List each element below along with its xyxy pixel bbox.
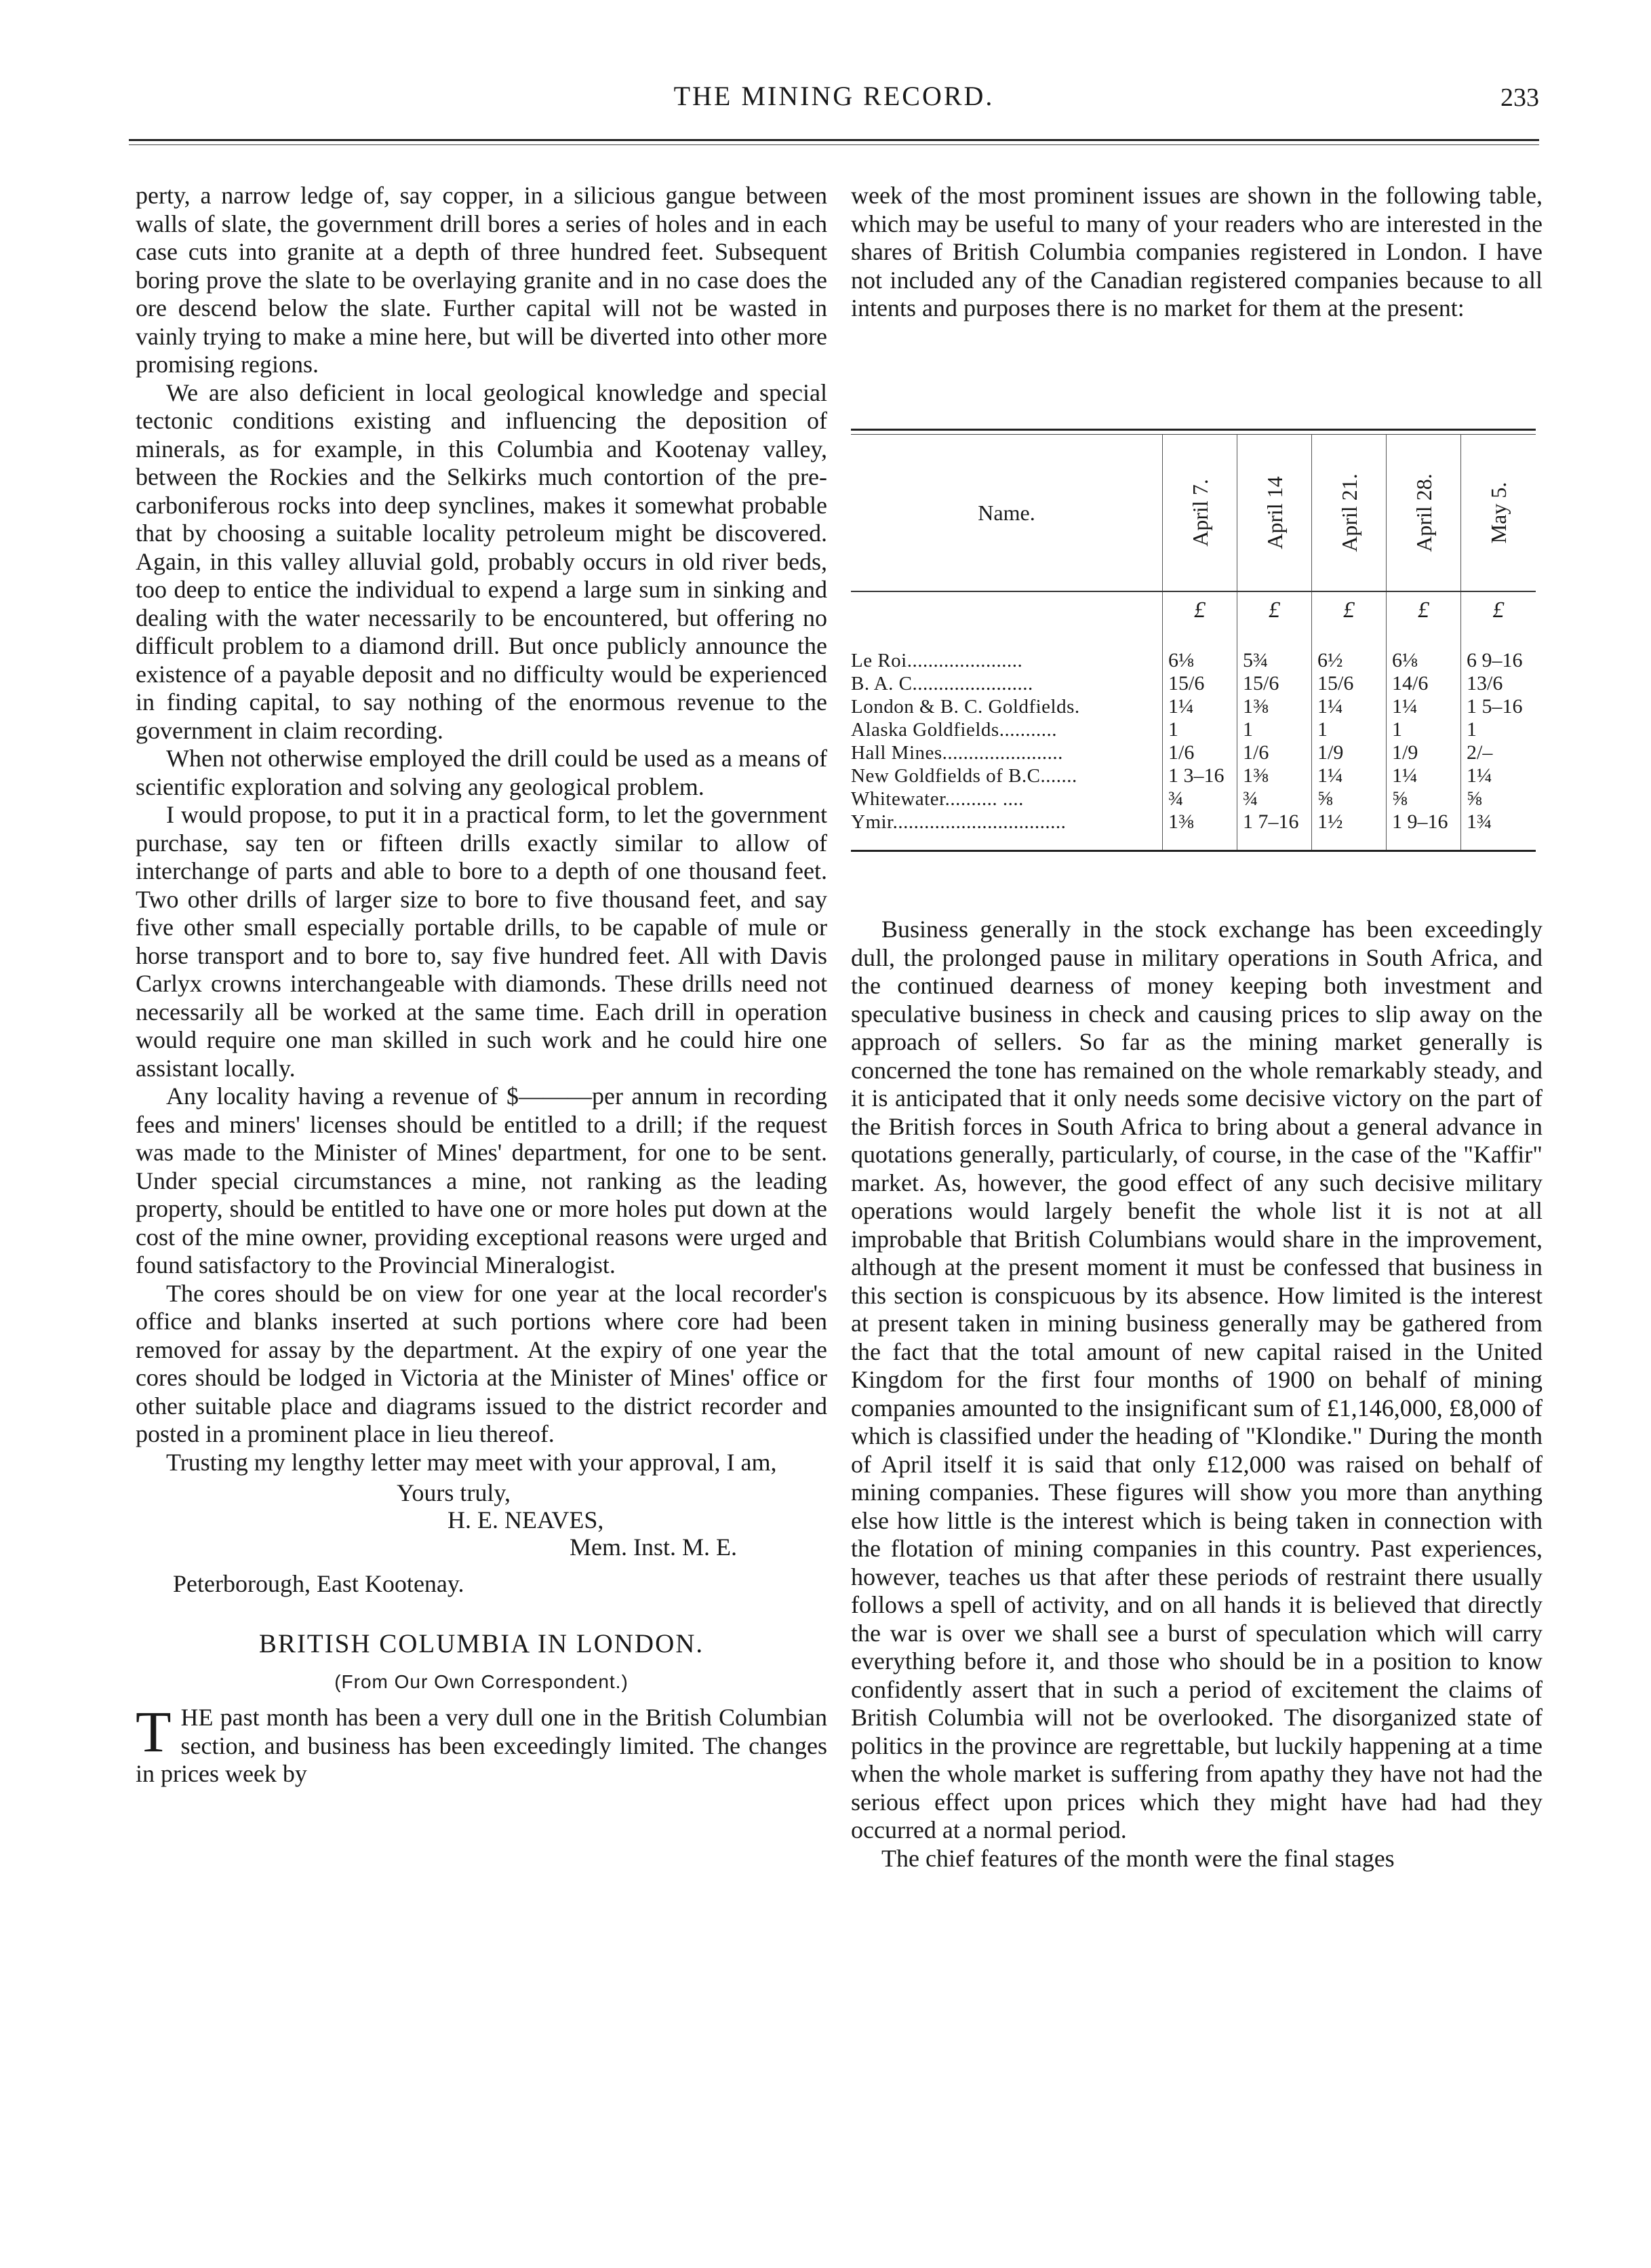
paragraph: The cores should be on view for one year at the local recorder's office and blanks inserted at such portions where core had been removed for assay by the department. At the expiry of one year the cores should be lodged in Victoria at the Minister of Mines' office or other suitable place and diagrams issued to the district recorder and posted in a prominent place in lieu thereof. (136, 1279, 827, 1447)
price-cell: 1 (1392, 718, 1402, 741)
paragraph: I would propose, to put it in a practical form, to let the government purchase, say ten or fifteen drills exactly similar to allow of interchange of parts and able to bore to a depth of one thousand feet. Two other drills of larger size to bore to five thousand feet, and say five other small especially portable drills, to be capable of mule or horse transport and to bore to, say five hundred feet. All with Davis Carlyx crowns interchangeable with diamonds. These drills need not necessarily all be worked at the same time. Each drill in operation would require one man skilled in such work and he could hire one assistant locally. (136, 801, 827, 1082)
price-cell: ⅝ (1317, 787, 1333, 810)
paragraph: When not otherwise employed the drill could be used as a means of scientific exploration and solving any geological problem. (136, 745, 827, 800)
letter-signature (136, 1479, 827, 1597)
pound-unit: £ (1492, 598, 1505, 623)
price-cell: 1/6 (1168, 741, 1195, 764)
table-bottom-rule (851, 850, 1536, 852)
paragraph: week of the most prominent issues are shown in the following table, which may be useful to many of your readers who are interested in the shares of British Columbia companies registered in London. I have not included any of the Canadian registered companies because to all intents and purposes there is no market for them at the present: (851, 182, 1543, 321)
price-cell: 1¾ (1467, 810, 1492, 833)
price-cell: 1 (1243, 718, 1253, 741)
section-intro-text: HE past month has been a very dull one in the British Columbian section, and business has been exceedingly limited. The changes in prices week by (136, 1704, 827, 1787)
pound-unit: £ (1418, 598, 1429, 623)
paragraph: perty, a narrow ledge of, say copper, in a silicious gangue between walls of slate, the government drill bores a series of holes and in each case cuts into granite at a depth of three hundred feet. Subsequent boring prove the slate to be overlaying granite and in no case does the ore descend below the slate. Further capital will not be wasted in vainly trying to make a mine here, but will be diverted into other more promising regions. (136, 182, 827, 378)
price-cell: 6⅛ (1168, 649, 1194, 671)
paragraph: Trusting my lengthy letter may meet with your approval, I am, (166, 1448, 777, 1476)
price-cell: 5¾ (1243, 649, 1269, 671)
company-name: Alaska Goldfields........... (851, 719, 1057, 741)
company-name: B. A. C....................... (851, 673, 1033, 695)
company-name: Le Roi...................... (851, 650, 1023, 671)
section-intro-paragraph (136, 1699, 827, 1788)
price-cell: ⅝ (1392, 787, 1408, 810)
right-column-intro (851, 182, 1543, 323)
table-header-date (1387, 435, 1461, 591)
price-cell: 1 7–16 (1243, 810, 1299, 833)
paragraph: The chief features of the month were the final stages (881, 1844, 1395, 1872)
signature-place: Peterborough, East Kootenay. (173, 1570, 464, 1597)
company-name: London & B. C. Goldfields. (851, 696, 1080, 718)
pound-unit: £ (1269, 598, 1280, 623)
pound-unit: £ (1343, 598, 1355, 623)
price-cell: ¾ (1243, 787, 1258, 810)
price-cell: 1 (1168, 718, 1178, 741)
company-name-column (851, 592, 1163, 850)
price-cell: 2/– (1467, 741, 1493, 764)
company-name: Ymir................................. (851, 811, 1067, 833)
price-cell: 6 9–16 (1467, 649, 1523, 671)
price-cell: 14/6 (1392, 672, 1429, 695)
table-top-rule (851, 429, 1536, 435)
header-rule (129, 139, 1539, 141)
company-name: New Goldfields of B.C....... (851, 765, 1077, 787)
page-number: 233 (1500, 83, 1539, 112)
share-price-table (851, 429, 1536, 852)
paragraph: Business generally in the stock exchange has been exceedingly dull, the prolonged pause in military operations in South Africa, and the continued dearness of money keeping both investment and speculative business in check and causing prices to slip away on the approach of sellers. So far as the mining market generally is concerned the tone has remained on the whole remarkably steady, and it is anticipated that it only needs some decisive victory on the part of the British forces in South Africa to bring about a general advance in quotations generally, particularly, of course, in the case of the "Kaffir" market. As, however, the good effect of any such decisive military operations would largely benefit the whole list it is not at all improbable that British Columbians would share in the improvement, although at the present moment it must be confessed that business in this section is conspicuous by its absence. How limited is the interest at present taken in mining business generally may be gathered from the fact that the total amount of new capital raised in the United Kingdom for the first four months of 1900 on behalf of mining companies amounted to the insignificant sum of £1,146,000, £8,000 of which is classified under the heading of "Klondike." During the month of April itself it is said that only £12,000 was raised on behalf of mining companies. These figures will show you more than anything else how little is the interest which is being taken in connection with the flotation of mining companies in this country. Past experiences, however, teaches us that after these periods of restraint there usually follows a spell of activity, and on all hands it is believed that directly the war is over we shall see a burst of speculation which will carry everything before it, and those who should be in a position to know confidently assert that in such a period of excitement the claims of British Columbia will not be overlooked. The disorganized state of politics in the province are regrettable, but luckily happening at a time when the whole market is suffering from apathy they have not had the serious effect upon prices which they might have had had they occurred at a normal period. (851, 916, 1543, 1843)
price-column-april-21 (1312, 592, 1387, 850)
price-cell: 1⅜ (1168, 810, 1194, 833)
price-cell: 1⅜ (1243, 764, 1269, 787)
price-cell: 1¼ (1168, 695, 1194, 718)
price-column-may-5 (1461, 592, 1536, 850)
table-header-date (1237, 435, 1312, 591)
price-cell: 1¼ (1317, 695, 1343, 718)
price-cell: 1 3–16 (1168, 764, 1225, 787)
paragraph: We are also deficient in local geological knowledge and special tectonic conditions existing and influencing the deposition of minerals, as for example, in this Columbia and Kootenay valley, between the Rockies and the Selkirks much contortion of the pre-carboniferous rocks into deep synclines, makes it somewhat probable that by choosing a suitable locality petroleum might be discovered. Again, in this valley alluvial gold, probably occurs in old river beds, too deep to entice the individual to expend a large sum in sinking and dealing with the water necessarily to be encountered, but offering no difficult problem to a diamond drill. But once publicly announce the existence of a payable deposit and no difficulty would be experienced in finding capital, to say nothing of the enormous revenue to the government in claim recording. (136, 378, 827, 744)
section-title: BRITISH COLUMBIA IN LONDON. (258, 1629, 704, 1658)
unit-spacer (851, 599, 1162, 630)
paragraph: Any locality having a revenue of $———per annum in recording fees and miners' licenses should be entitled to a drill; if the request was made to the Minister of Mines' department, for one to be sent. Under special circumstances a mine, not ranking as the leading property, should be entitled to have one or more holes put down at the cost of the mine owner, providing exceptional reasons were urged and found satisfactory to the Provincial Mineralogist. (136, 1082, 827, 1278)
table-body (851, 592, 1536, 850)
journal-title: THE MINING RECORD. (673, 81, 995, 111)
price-cell: 1⅜ (1243, 695, 1269, 718)
price-cell: 15/6 (1243, 672, 1279, 695)
header-date-label: April 7. (1187, 479, 1212, 547)
price-cell: 1¼ (1392, 695, 1418, 718)
price-cell: ¾ (1168, 787, 1184, 810)
header-date-label: April 21. (1336, 473, 1361, 552)
price-cell: 1¼ (1317, 764, 1343, 787)
signature-title: Mem. Inst. M. E. (570, 1533, 737, 1561)
header-rule-thin (129, 144, 1539, 145)
left-column (136, 182, 827, 1788)
table-header-name (851, 435, 1163, 591)
price-cell: 1/9 (1392, 741, 1418, 764)
pound-unit: £ (1194, 598, 1206, 623)
table-header-date (1312, 435, 1387, 591)
table-header-date (1163, 435, 1237, 591)
price-column-april-14 (1237, 592, 1312, 850)
price-cell: ⅝ (1467, 787, 1482, 810)
table-header-date (1461, 435, 1536, 591)
price-cell: 1¼ (1392, 764, 1418, 787)
price-cell: 1 5–16 (1467, 695, 1523, 718)
price-column-april-7 (1163, 592, 1237, 850)
price-cell: 6½ (1317, 649, 1343, 671)
price-cell: 6⅛ (1392, 649, 1418, 671)
section-subtitle: (From Our Own Correspondent.) (334, 1670, 629, 1692)
price-cell: 1¼ (1467, 764, 1492, 787)
price-cell: 1 (1467, 718, 1477, 741)
drop-cap: T (136, 1699, 172, 1764)
signature-closing: Yours truly, (397, 1479, 511, 1506)
price-cell: 15/6 (1317, 672, 1354, 695)
price-cell: 1/6 (1243, 741, 1269, 764)
price-cell: 1/9 (1317, 741, 1344, 764)
page-header (129, 80, 1539, 128)
price-cell: 1 (1317, 718, 1328, 741)
header-date-label: April 28. (1411, 473, 1436, 552)
price-cell: 13/6 (1467, 672, 1503, 695)
price-column-april-28 (1387, 592, 1461, 850)
table-header-row (851, 435, 1536, 592)
header-date-label: May 5. (1486, 482, 1511, 544)
price-cell: 1½ (1317, 810, 1343, 833)
company-name: Whitewater.......... .... (851, 788, 1024, 810)
header-date-label: April 14 (1262, 476, 1287, 549)
company-name: Hall Mines....................... (851, 742, 1063, 764)
price-cell: 15/6 (1168, 672, 1205, 695)
price-cell: 1 9–16 (1392, 810, 1448, 833)
signature-name: H. E. NEAVES, (447, 1506, 604, 1533)
right-column-body (851, 916, 1543, 1873)
header-name-label: Name. (978, 501, 1035, 525)
